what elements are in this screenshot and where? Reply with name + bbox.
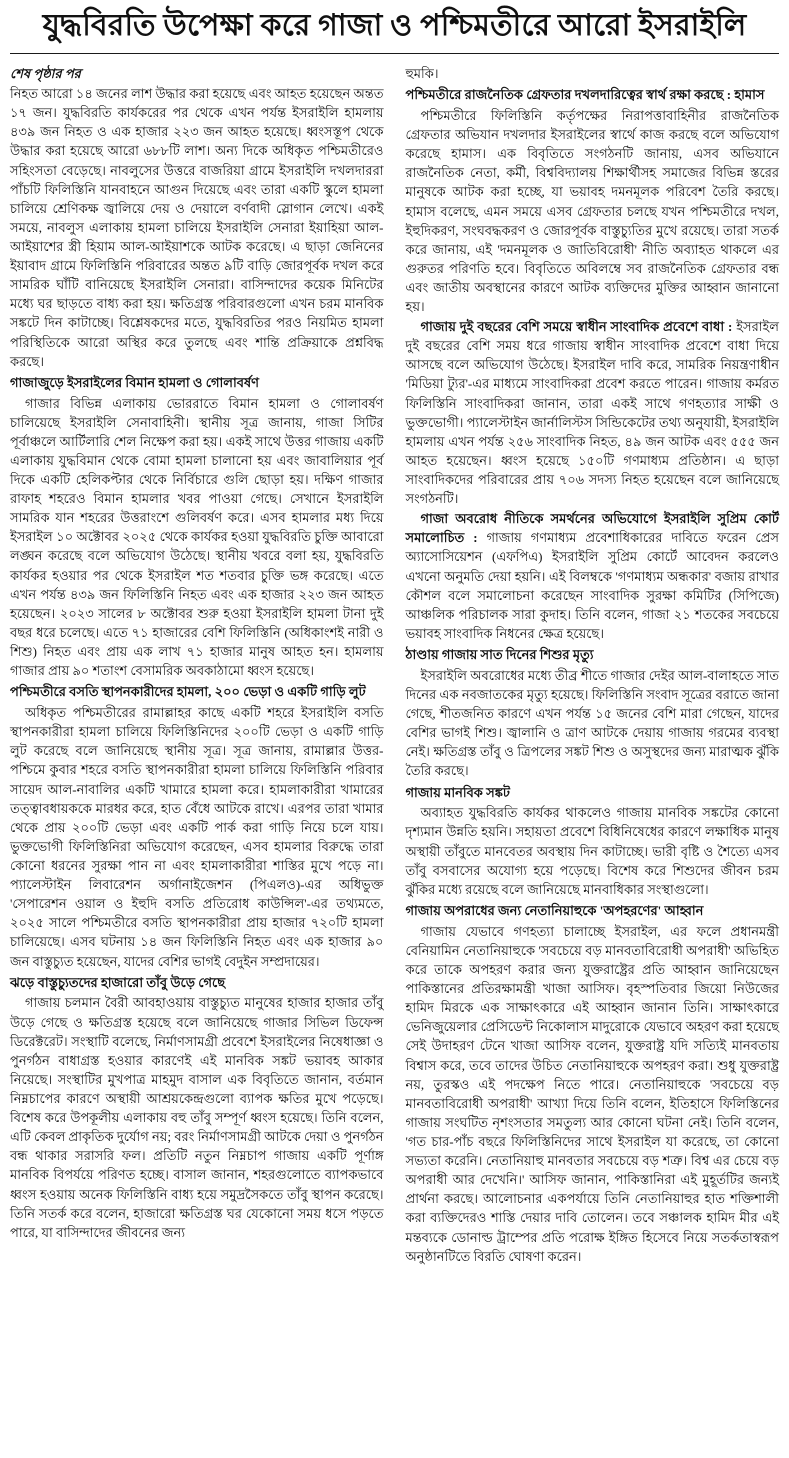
paragraph: নিহত আরো ১৪ জনের লাশ উদ্ধার করা হয়েছে এবং আহত হয়েছেন অন্তত ১৭ জন। যুদ্ধবিরতি কার্যকরের পর থেকে এখন পর্যন্ত ইসরাইলি হামলায় ৪৩৯ জন নিহত ও এক হাজার ২২৩ জন আহত হয়েছে। ধ্বংসস্তূপ থেকে উদ্ধার করা হয়েছে আরো ৬৮৮টি লাশ। অন্য দিকে অধিকৃত পশ্চিমতীরেও সহিংসতা বেড়েছে। নাবলুসের উত্তরে বাজরিয়া গ্রামে ইসরাইলি দখলদাররা পাঁচটি ফিলিস্তিনি যানবাহনে আগুন দিয়েছে এবং তারা একটি স্কুলে হামলা চালিয়ে শ্রেণিকক্ষ জ্বালিয়ে দেয় ও দেয়ালে বর্ণবাদী স্লোগান লেখে। একই সময়ে, নাবলুস এলাকায় হামলা চালিয়ে ইসরাইলি সেনারা ইয়াহিয়া আল-আইয়াশের স্ত্রী হিয়াম আল-আইয়াশকে আটক করেছে। এ ছাড়া জেনিনের ইয়াবাদ গ্রামে ফিলিস্তিনি পরিবারের অন্তত ৯টি বাড়ি জোরপূর্বক দখল করে সামরিক ঘাঁটি বানিয়েছে ইসরাইলি সেনারা। বাসিন্দাদের কয়েক মিনিটের মধ্যে ঘর ছাড়তে বাধ্য করা হয়। ক্ষতিগ্রস্ত পরিবারগুলো এখন চরম মানবিক সঙ্কটে দিন কাটাচ্ছে। বিশ্লেষকদের মতে, যুদ্ধবিরতির পরও নিয়মিত হামলা পরিস্থিতিকে আরো অস্থির করে তুলছে এবং শান্তি প্রক্রিয়াকে প্রশ্নবিদ্ধ করছে। [10, 86, 384, 369]
subheading-storm-tents: ঝড়ে বাস্তুচ্যুতদের হাজারো তাঁবু উড়ে গেছে [10, 974, 226, 990]
paragraph: অধিকৃত পশ্চিমতীরের রামাল্লাহর কাছে একটি শহরে ইসরাইলি বসতি স্থাপনকারীরা হামলা চালিয়ে ফিলিস্তিনিদের ২০০টি ভেড়া ও একটি গাড়ি লুট করেছে বলে জানিয়েছে স্থানীয় সূত্র। সূত্র জানায়, রামাল্লার উত্তর-পশ্চিমে কুবার শহরে বসতি স্থাপনকারীরা হামলা চালিয়ে ফিলিস্তিনি পরিবার সায়েদ আল-নাবালির একটি খামারে হামলা করে। হামলাকারীরা খামারের তত্ত্বাবধায়ককে মারধর করে, হাত বেঁধে আটকে রাখে। এরপর তারা খামার থেকে প্রায় ২০০টি ভেড়া এবং একটি পার্ক করা গাড়ি নিয়ে চলে যায়। ভুক্তভোগী ফিলিস্তিনিরা অভিযোগ করেছেন, এসব হামলার বিরুদ্ধে তারা কোনো ধরনের সুরক্ষা পান না এবং হামলাকারীরা শাস্তির মুখে পড়ে না। প্যালেস্টাইন লিবারেশন অর্গানাইজেশন (পিএলও)-এর অধিভুক্ত 'সেপারেশন ওয়াল ও ইহুদি বসতি প্রতিরোধ কাউন্সিল'-এর তথ্যমতে, ২০২৫ সালে পশ্চিমতীরে বসতি স্থাপনকারীরা প্রায় হাজার ৭২০টি হামলা চালিয়েছে। এসব ঘটনায় ১৪ জন ফিলিস্তিনি নিহত এবং এক হাজার ৯০ জন বাস্তুচ্যুত হয়েছেন, যাদের বেশির ভাগই বেদুইন সম্প্রদায়ের। [10, 705, 384, 969]
subheading-hamas-statement: পশ্চিমতীরে রাজনৈতিক গ্রেফতার দখলদারিত্বের স্বার্থ রক্ষা করছে : হামাস [405, 87, 765, 103]
subheading-infant-death: ঠাণ্ডায় গাজায় সাত দিনের শিশুর মৃত্যু [405, 647, 594, 663]
paragraph: অব্যাহত যুদ্ধবিরতি কার্যকর থাকলেও গাজায় মানবিক সঙ্কটের কোনো দৃশ্যমান উন্নতি হয়নি। সহায়তা প্রবেশে বিধিনিষেধের কারণে লক্ষাধিক মানুষ অস্থায়ী তাঁবুতে মানবেতর অবস্থায় দিন কাটাচ্ছে। ভারী বৃষ্টি ও শৈত্যে এসব তাঁবু বসবাসের অযোগ্য হয়ে পড়েছে। বিশেষ করে শিশুদের জীবন চরম ঝুঁকির মধ্যে রয়েছে বলে জানিয়েছে মানবাধিকার সংস্থাগুলো। [405, 805, 779, 897]
right-column [406, 64, 780, 1267]
paragraph-with-runin [406, 509, 780, 643]
paragraph-text: ইসরাইল দুই বছরের বেশি সময় ধরে গাজায় স্বাধীন সাংবাদিক প্রবেশে বাধা দিয়ে আসছে বলে অভিযোগ উঠেছে। ইসরাইল দাবি করে, সামরিক নিয়ন্ত্রণাধীন 'মিডিয়া ট্যুর'-এর মাধ্যমে সাংবাদিকরা প্রবেশ করতে পারেন। গাজায় কর্মরত ফিলিস্তিনি সাংবাদিকরা জানান, তারা একই সাথে গণহত্যার সাক্ষী ও ভুক্তভোগী। প্যালেস্টাইন জার্নালিস্টস সিন্ডিকেটের তথ্য অনুযায়ী, ইসরাইলি হামলায় এখন পর্যন্ত ২৫৬ সাংবাদিক নিহত, ৪৯ জন আটক এবং ৫৫৫ জন আহত হয়েছেন। ধ্বংস হয়েছে ১৫০টি গণমাধ্যম প্রতিষ্ঠান। এ ছাড়া সাংবাদিকদের পরিবারের প্রায় ৭০৬ সদস্য নিহত হয়েছেন বলে জানিয়েছে সংগঠনটি। [405, 319, 779, 507]
continuation-marker: শেষ পৃষ্ঠার পর [10, 66, 81, 81]
runin-heading-supreme-court: গাজা অবরোধ নীতিকে সমর্থনের অভিযোগে ইসরাইলি সুপ্রিম কোর্ট সমালোচিত : [405, 511, 779, 546]
article-columns [10, 64, 779, 1267]
paragraph-continuation: হুমকি। [405, 66, 439, 81]
runin-heading-journalist-access: গাজায় দুই বছরের বেশি সময়ে স্বাধীন সাংবাদিক প্রবেশে বাধা : [420, 319, 733, 335]
paragraph: ইসরাইলি অবরোধের মধ্যে তীব্র শীতে গাজার দেইর আল-বালাহতে সাত দিনের এক নবজাতকের মৃত্যু হয়েছে। ফিলিস্তিনি সংবাদ সূত্রের বরাতে জানা গেছে, শীতজনিত কারণে এখন পর্যন্ত ১৫ জনের বেশি মারা গেছেন, যাদের বেশির ভাগই শিশু। জ্বালানি ও ত্রাণ আটকে দেয়ায় গাজায় গরমের ব্যবস্থা নেই। ক্ষতিগ্রস্ত তাঁবু ও ত্রিপলের সঙ্কট শিশু ও অসুস্থদের জন্য মারাত্মক ঝুঁকি তৈরি করছে। [405, 667, 779, 779]
paragraph-with-runin [406, 317, 780, 508]
subheading-humanitarian-crisis: গাজায় মানবিক সঙ্কট [405, 784, 510, 800]
subheading-airstrikes: গাজাজুড়ে ইসরাইলের বিমান হামলা ও গোলাবর্ষণ [10, 374, 259, 390]
left-column [10, 64, 384, 1243]
paragraph: পশ্চিমতীরে ফিলিস্তিনি কর্তৃপক্ষের নিরাপত্তাবাহিনীর রাজনৈতিক গ্রেফতার অভিযান দখলদার ইসরাইলের স্বার্থে কাজ করছে বলে অভিযোগ করেছে হামাস। এক বিবৃতিতে সংগঠনটি জানায়, এসব অভিযানে রাজনৈতিক নেতা, কর্মী, বিশ্ববিদ্যালয় শিক্ষার্থীসহ সমাজের বিভিন্ন স্তরের মানুষকে আটক করা হচ্ছে, যা ভয়াবহ দমনমূলক পরিবেশ তৈরি করছে। হামাস বলেছে, এমন সময়ে এসব গ্রেফতার চলছে যখন পশ্চিমতীরে দখল, ইহুদিকরণ, সংঘবদ্ধকরণ ও জোরপূর্বক বাস্তুচ্যুতির মুখে রয়েছে। তারা সতর্ক করে জানায়, এই 'দমনমূলক ও জাতিবিরোধী' নীতি অব্যাহত থাকলে এর গুরুতর পরিণতি হবে। বিবৃতিতে অবিলম্বে সব রাজনৈতিক গ্রেফতার বন্ধ এবং জাতীয় অবস্থানের কারণে আটক ব্যক্তিদের মুক্তির আহ্বান জানানো হয়। [405, 107, 779, 315]
article-headline: যুদ্ধবিরতি উপেক্ষা করে গাজা ও পশ্চিমতীরে আরো ইসরাইলি [42, 9, 747, 42]
subheading-netanyahu-abduction: গাজায় অপরাধের জন্য নেতানিয়াহুকে 'অপহরণের' আহ্বান [405, 902, 704, 918]
subheading-settler-attack: পশ্চিমতীরে বসতি স্থাপনকারীদের হামলা, ২০০ ভেড়া ও একটি গাড়ি লুট [10, 684, 366, 700]
paragraph: গাজার বিভিন্ন এলাকায় ভোররাতে বিমান হামলা ও গোলাবর্ষণ চালিয়েছে ইসরাইলি সেনাবাহিনী। স্থানীয় সূত্র জানায়, গাজা সিটির পূর্বাঞ্চলে আর্টিলারি শেল নিক্ষেপ করা হয়। একই সাথে উত্তর গাজায় একটি এলাকায় যুদ্ধবিমান থেকে বোমা হামলা চালানো হয় এবং জাবালিয়ার পূর্ব দিকে একটি হেলিকপ্টার থেকে নির্বিচারে গুলি ছোড়া হয়। দক্ষিণ গাজার রাফাহ শহরেও বিমান হামলার খবর পাওয়া গেছে। সেখানে ইসরাইলি সামরিক যান শহরের উত্তরাংশে গুলিবর্ষণ করে। এসব হামলার মধ্য দিয়ে ইসরাইল ১০ অক্টোবর ২০২৫ থেকে কার্যকর হওয়া যুদ্ধবিরতি চুক্তি আবারো লঙ্ঘন করেছে বলে অভিযোগ উঠেছে। স্থানীয় খবরে বলা হয়, যুদ্ধবিরতি কার্যকর হওয়ার পর থেকে ইসরাইল শত শতবার চুক্তি ভঙ্গ করেছে। এতে এখন পর্যন্ত ৪৩৯ জন ফিলিস্তিনি নিহত এবং এক হাজার ২২৩ জন আহত হয়েছেন। ২০২৩ সালের ৮ অক্টোবর শুরু হওয়া ইসরাইলি হামলা টানা দুই বছর ধরে চলেছে। এতে ৭১ হাজারের বেশি ফিলিস্তিনি (অধিকাংশই নারী ও শিশু) নিহত এবং প্রায় এক লাখ ৭১ হাজার মানুষ আহত হন। হামলায় গাজার প্রায় ৯০ শতাংশ বেসামরিক অবকাঠামো ধ্বংস হয়েছে। [10, 395, 384, 679]
paragraph-text: গাজায় গণমাধ্যম প্রবেশাধিকারের দাবিতে ফরেন প্রেস অ্যাসোসিয়েশন (এফপিএ) ইসরাইলি সুপ্রিম কোর্টে আবেদন করলেও এখনো অনুমতি দেয়া হয়নি। এই বিলম্বকে 'গণমাধ্যম অন্ধকার' বজায় রাখার কৌশল বলে সমালোচনা করেছেন সাংবাদিক সুরক্ষা কমিটির (সিপিজে) আঞ্চলিক পরিচালক সারা কুদাহ। তিনি বলেন, গাজা ২১ শতকের সবচেয়ে ভয়াবহ সাংবাদিক নিধনের ক্ষেত্র হয়েছে। [405, 530, 779, 641]
paragraph: গাজায় চলমান বৈরী আবহাওয়ায় বাস্তুচ্যুত মানুষের হাজার হাজার তাঁবু উড়ে গেছে ও ক্ষতিগ্রস্ত হয়েছে বলে জানিয়েছে গাজার সিভিল ডিফেন্স ডিরেক্টরেট। সংস্থাটি বলেছে, নির্মাণসামগ্রী প্রবেশে ইসরাইলের নিষেধাজ্ঞা ও পুনর্গঠন বাধাগ্রস্ত হওয়ার কারণেই এই মানবিক সঙ্কট ভয়াবহ আকার নিয়েছে। সংস্থাটির মুখপাত্র মাহমুদ বাসাল এক বিবৃতিতে জানান, বর্তমান নিম্নচাপের কারণে অস্থায়ী আশ্রয়কেন্দ্রগুলো ব্যাপক ক্ষতির মুখে পড়েছে। বিশেষ করে উপকূলীয় এলাকায় বহু তাঁবু সম্পূর্ণ ধ্বংস হয়েছে। তিনি বলেন, এটি কেবল প্রাকৃতিক দুর্যোগ নয়; বরং নির্মাণসামগ্রী আটকে দেয়া ও পুনর্গঠন বন্ধ থাকার সরাসরি ফল। প্রতিটি নতুন নিম্নচাপ গাজায় একটি পূর্ণাঙ্গ মানবিক বিপর্যয়ে পরিণত হচ্ছে। বাসাল জানান, শহরগুলোতে ব্যাপকভাবে ধ্বংস হওয়ায় অনেক ফিলিস্তিনি বাধ্য হয়ে সমুদ্রসৈকতে তাঁবু স্থাপন করেছে। তিনি সতর্ক করে বলেন, হাজারো ক্ষতিগ্রস্ত ঘর যেকোনো সময় ধসে পড়তে পারে, যা বাসিন্দাদের জীবনের জন্য [10, 995, 384, 1240]
headline-divider [10, 53, 779, 54]
paragraph: গাজায় যেভাবে গণহত্যা চালাচ্ছে ইসরাইল, এর ফলে প্রধানমন্ত্রী বেনিয়ামিন নেতানিয়াহুকে 'সবচেয়ে বড় মানবতাবিরোধী অপরাধী' অভিহিত করে তাকে অপহরণ করার জন্য যুক্তরাষ্ট্রের প্রতি আহ্বান জানিয়েছেন পাকিস্তানের প্রতিরক্ষামন্ত্রী খাজা আসিফ। বৃহস্পতিবার জিয়ো নিউজের হামিদ মিরকে এক সাক্ষাৎকারে এই আহ্বান জানান তিনি। সাক্ষাৎকারে ভেনিজুয়েলার প্রেসিডেন্ট নিকোলাস মাদুরোকে যেভাবে অহরণ করা হয়েছে সেই উদাহরণ টেনে খাজা আসিফ বলেন, যুক্তরাষ্ট্র যদি সত্যিই মানবতায় বিশ্বাস করে, তবে তাদের উচিত নেতানিয়াহুকে অপহরণ করা। শুধু যুক্তরাষ্ট্র নয়, তুরস্কও এই পদক্ষেপ নিতে পারে। নেতানিয়াহুকে 'সবচেয়ে বড় মানবতাবিরোধী অপরাধী' আখ্যা দিয়ে তিনি বলেন, ইতিহাসে ফিলিস্তিনের গাজায় সংঘটিত নৃশংসতার সমতুল্য আর কোনো ঘটনা নেই। তিনি বলেন, 'গত চার-পাঁচ বছরে ফিলিস্তিনিদের সাথে ইসরাইল যা করেছে, তা কোনো সভ্যতা করেনি। নেতানিয়াহু মানবতার সবচেয়ে বড় শত্রু। বিশ্ব এর চেয়ে বড় অপরাধী আর দেখেনি।' আসিফ জানান, পাকিস্তানিরা এই মুহূর্তটির জন্যই প্রার্থনা করছে। আলোচনার একপর্যায়ে তিনি নেতানিয়াহুর হাত শক্তিশালী করা ব্যক্তিদেরও শাস্তি দেয়ার দাবি তোলেন। তবে সঞ্চালক হামিদ মীর এই মন্তব্যকে ডোনাল্ড ট্রাম্পের প্রতি পরোক্ষ ইঙ্গিত হিসেবে নিয়ে সতর্কতাস্বরূপ অনুষ্ঠানটিতে বিরতি ঘোষণা করেন। [405, 923, 779, 1264]
